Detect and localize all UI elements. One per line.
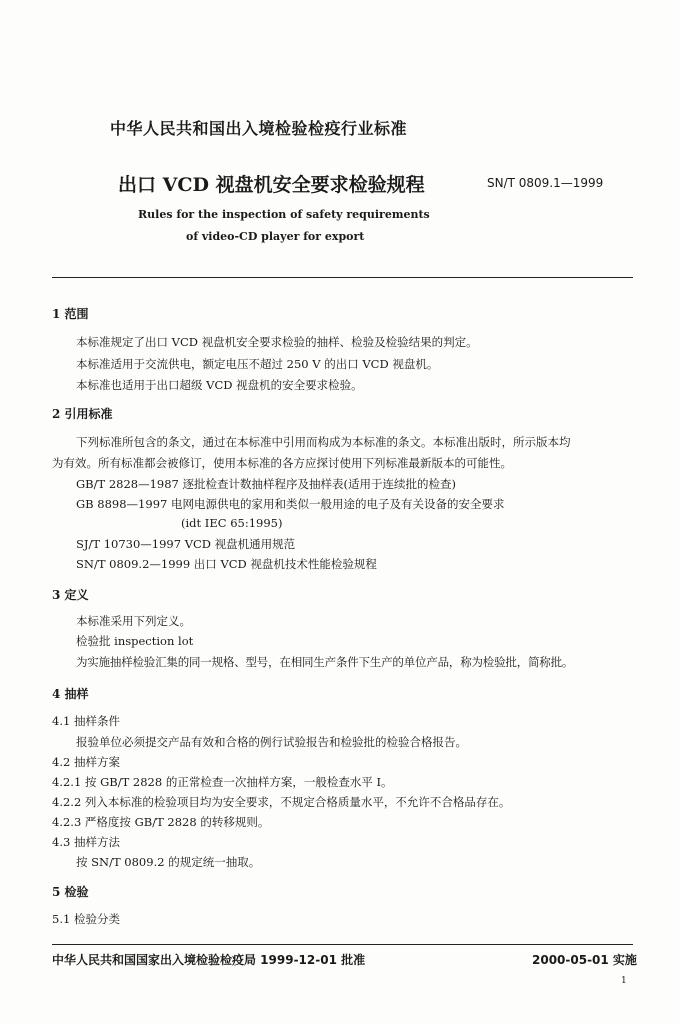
industry-standard-heading: 中华人民共和国出入境检验检疫行业标准: [110, 119, 408, 138]
reference-snt-0809-2: SN/T 0809.2—1999 出口 VCD 视盘机技术性能检验规程: [76, 557, 377, 571]
reference-sjt-10730: SJ/T 10730—1997 VCD 视盘机通用规范: [76, 537, 296, 551]
section-2-paragraph-line-1: 下列标准所包含的条文，通过在本标准中引用而构成为本标准的条文。本标准出版时，所示版本均: [76, 435, 571, 449]
section-1-paragraph-3: 本标准也适用于出口超级 VCD 视盘机的安全要求检验。: [76, 378, 363, 392]
subsection-5-1-heading: 5.1 检验分类: [52, 912, 120, 926]
english-title-line-1: Rules for the inspection of safety requirements: [138, 208, 430, 221]
english-title-line-2: of video-CD player for export: [186, 230, 365, 243]
section-1-paragraph-2: 本标准适用于交流供电，额定电压不超过 250 V 的出口 VCD 视盘机。: [76, 357, 439, 371]
document-title: 出口 VCD 视盘机安全要求检验规程: [118, 174, 425, 196]
header-divider: [52, 277, 633, 278]
reference-gb-8898: GB 8898—1997 电网电源供电的家用和类似一般用途的电子及有关设备的安全要求: [76, 497, 505, 511]
approval-statement: 中华人民共和国国家出入境检验检疫局 1999-12-01 批准: [52, 953, 366, 967]
subsection-4-3-heading: 4.3 抽样方法: [52, 835, 120, 849]
clause-4-2-2: 4.2.2 列入本标准的检验项目均为安全要求，不规定合格质量水平，不允许不合格品存在。: [52, 795, 511, 809]
standard-code: SN/T 0809.1—1999: [487, 176, 604, 190]
subsection-4-1-heading: 4.1 抽样条件: [52, 714, 120, 728]
section-3-heading: 3 定义: [52, 588, 89, 602]
section-2-heading: 2 引用标准: [52, 407, 113, 421]
section-3-paragraph: 本标准采用下列定义。: [76, 614, 191, 628]
effective-date: 2000-05-01 实施: [532, 953, 637, 967]
subsection-4-3-text: 按 SN/T 0809.2 的规定统一抽取。: [76, 855, 261, 869]
section-2-paragraph-line-2: 为有效。所有标准都会被修订，使用本标准的各方应探讨使用下列标准最新版本的可能性。: [52, 456, 512, 470]
reference-gbt-2828: GB/T 2828—1987 逐批检查计数抽样程序及抽样表(适用于连续批的检查): [76, 477, 456, 491]
page-number: 1: [621, 976, 627, 986]
section-1-paragraph-1: 本标准规定了出口 VCD 视盘机安全要求检验的抽样、检验及检验结果的判定。: [76, 335, 478, 349]
section-5-heading: 5 检验: [52, 885, 89, 899]
subsection-4-2-heading: 4.2 抽样方案: [52, 755, 120, 769]
clause-4-2-3: 4.2.3 严格度按 GB/T 2828 的转移规则。: [52, 815, 270, 829]
footer-divider: [52, 944, 633, 945]
clause-4-2-1: 4.2.1 按 GB/T 2828 的正常检查一次抽样方案，一般检查水平 Ⅰ。: [52, 775, 393, 789]
definition-inspection-lot: 为实施抽样检验汇集的同一规格、型号，在相同生产条件下生产的单位产品，称为检验批，简称批。: [76, 655, 574, 669]
term-inspection-lot: 检验批 inspection lot: [76, 634, 194, 648]
reference-gb-8898-idt: (idt IEC 65:1995): [181, 516, 283, 530]
section-1-heading: 1 范围: [52, 307, 89, 321]
subsection-4-1-text: 报验单位必须提交产品有效和合格的例行试验报告和检验批的检验合格报告。: [76, 735, 467, 749]
section-4-heading: 4 抽样: [52, 687, 89, 701]
